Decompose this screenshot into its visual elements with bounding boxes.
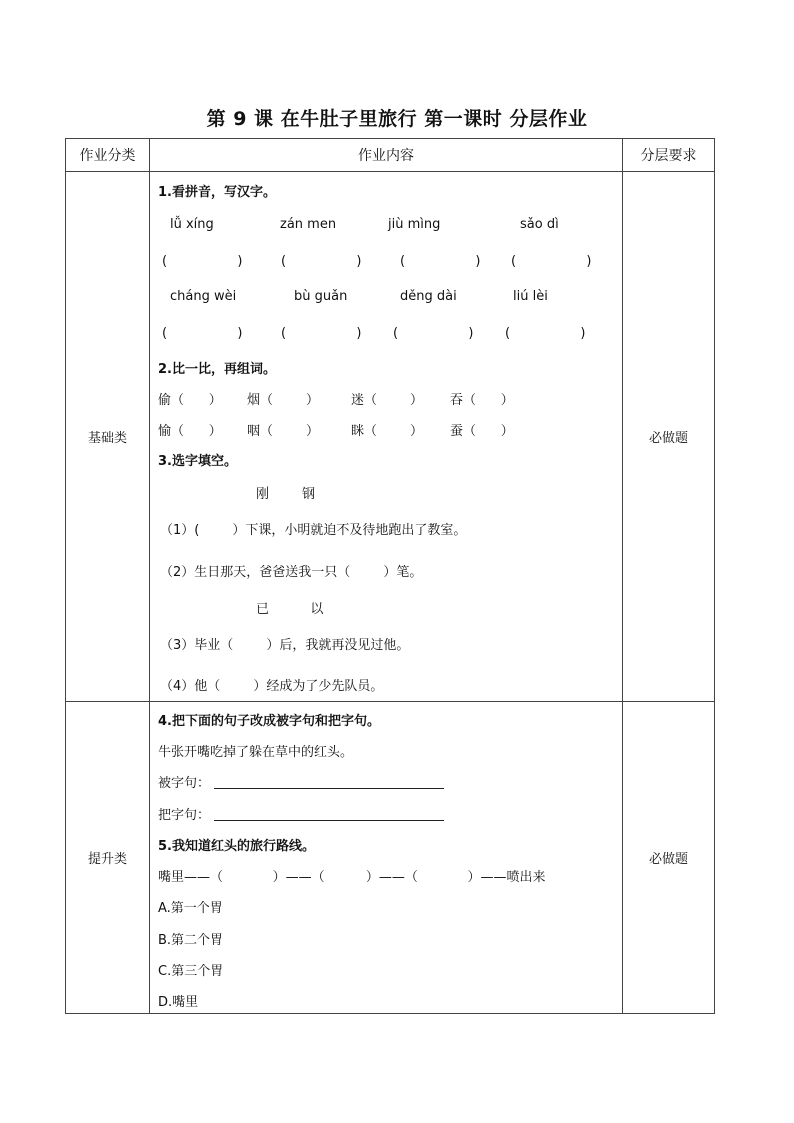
compare-item[interactable]: 吞（ ） xyxy=(450,393,514,408)
q2-title: 2.比一比，再组词。 xyxy=(158,362,276,377)
header-category: 作业分类 xyxy=(66,139,150,172)
compare-item[interactable]: 迷（ ） xyxy=(351,393,424,408)
table-row-advanced xyxy=(66,702,715,1014)
requirement-label: 必做题 xyxy=(648,431,688,446)
compare-item[interactable]: 咽（ ） xyxy=(247,424,320,439)
answer-blank[interactable]: ( ) xyxy=(400,254,481,269)
category-advanced xyxy=(66,702,150,1014)
option-b: B.第二个胃 xyxy=(158,933,224,948)
pinyin: bù guǎn xyxy=(294,289,348,304)
category-basic xyxy=(66,172,150,702)
requirement-label: 必做题 xyxy=(648,852,688,867)
content-advanced xyxy=(150,702,623,1014)
page-title: 第 9 课 在牛肚子里旅行 第一课时 分层作业 xyxy=(206,108,588,130)
option-d: D.嘴里 xyxy=(158,995,199,1010)
pinyin: liú lèi xyxy=(513,289,548,304)
compare-item[interactable]: 愉（ ） xyxy=(158,424,222,439)
ba-answer-line[interactable] xyxy=(214,820,444,821)
answer-blank[interactable]: ( ) xyxy=(162,254,243,269)
answer-blank[interactable]: ( ) xyxy=(393,326,474,341)
fill-sentence[interactable]: （1）( ）下课，小明就迫不及待地跑出了教室。 xyxy=(160,523,467,538)
answer-blank[interactable]: ( ) xyxy=(511,254,592,269)
pinyin: cháng wèi xyxy=(170,289,237,304)
pinyin: děng dài xyxy=(400,289,457,304)
choice-words: 刚 钢 xyxy=(256,487,316,502)
table-row-basic xyxy=(66,172,715,702)
answer-blank[interactable]: ( ) xyxy=(281,254,362,269)
requirement-basic xyxy=(623,172,715,702)
answer-blank[interactable]: ( ) xyxy=(505,326,586,341)
q5-title: 5.我知道红头的旅行路线。 xyxy=(158,839,315,854)
requirement-advanced xyxy=(623,702,715,1014)
compare-item[interactable]: 偷（ ） xyxy=(158,393,222,408)
option-c: C.第三个胃 xyxy=(158,964,224,979)
q4-sentence: 牛张开嘴吃掉了躲在草中的红头。 xyxy=(158,745,354,760)
fill-sentence[interactable]: （4）他（ ）经成为了少先队员。 xyxy=(160,679,384,694)
q3-title: 3.选字填空。 xyxy=(158,454,237,469)
table-header-row xyxy=(66,139,715,172)
route-line[interactable]: 嘴里——（ ）——（ ）——（ ）——喷出来 xyxy=(158,870,546,885)
compare-item[interactable]: 眯（ ） xyxy=(351,424,424,439)
fill-sentence[interactable]: （2）生日那天，爸爸送我一只（ ）笔。 xyxy=(160,565,423,580)
choice-words: 已 以 xyxy=(256,602,324,617)
compare-item[interactable]: 烟（ ） xyxy=(247,393,320,408)
compare-item[interactable]: 蚕（ ） xyxy=(450,424,514,439)
fill-sentence[interactable]: （3）毕业（ ）后，我就再没见过他。 xyxy=(160,638,410,653)
category-label: 基础类 xyxy=(87,431,127,446)
pinyin: lǚ xíng xyxy=(170,217,214,232)
header-content: 作业内容 xyxy=(150,139,623,172)
answer-blank[interactable]: ( ) xyxy=(281,326,362,341)
q4-title: 4.把下面的句子改成被字句和把字句。 xyxy=(158,714,380,729)
bei-answer-line[interactable] xyxy=(214,788,444,789)
answer-blank[interactable]: ( ) xyxy=(162,326,243,341)
pinyin: zán men xyxy=(280,217,337,232)
category-label: 提升类 xyxy=(87,852,127,867)
homework-table xyxy=(65,138,715,1014)
pinyin: jiù mìng xyxy=(388,217,441,232)
pinyin: sǎo dì xyxy=(520,217,559,232)
header-requirement: 分层要求 xyxy=(623,139,715,172)
bei-label: 被字句： xyxy=(158,776,211,791)
q1-title: 1.看拼音，写汉字。 xyxy=(158,185,276,200)
content-basic xyxy=(150,172,623,702)
option-a: A.第一个胃 xyxy=(158,901,223,916)
ba-label: 把字句： xyxy=(158,808,211,823)
